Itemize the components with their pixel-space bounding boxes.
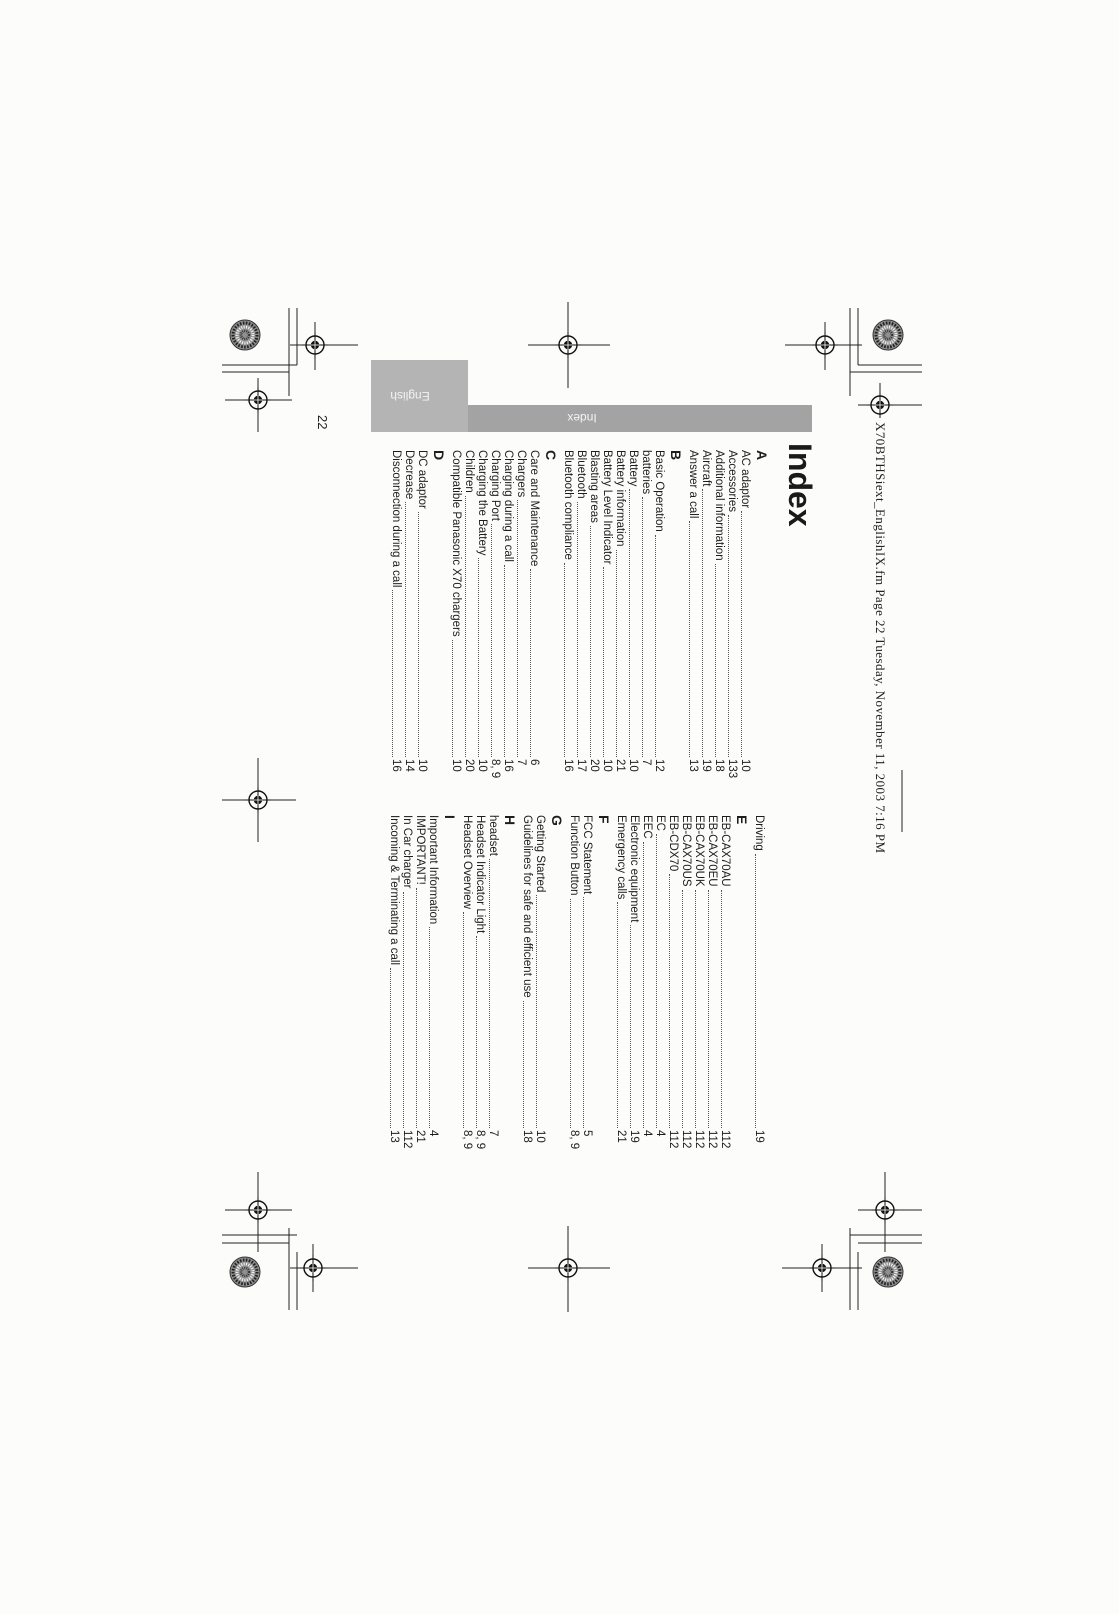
index-pages: 16: [562, 759, 574, 772]
crosshair-target-icon: [302, 332, 328, 358]
index-pages: 18: [713, 759, 725, 772]
index-pages: 112: [680, 1130, 692, 1149]
leader-dots: [504, 565, 514, 757]
crosshair-target-icon: [555, 332, 581, 358]
index-term: AC adaptor: [739, 450, 751, 509]
index-entry: [389, 450, 402, 797]
leader-dots: [695, 890, 705, 1128]
index-pages: 10: [627, 759, 639, 772]
leader-dots: [643, 842, 653, 1128]
index-pages: 8, 9: [568, 1130, 580, 1150]
index-term: Compatible Panasonic X70 chargers: [450, 450, 462, 637]
leader-dots: [715, 564, 725, 757]
leader-dots: [489, 859, 499, 1128]
index-pages: 10: [476, 759, 488, 772]
index-pages: 7: [487, 1130, 499, 1137]
leader-dots: [564, 563, 574, 757]
index-entry: [486, 815, 499, 1165]
index-term: Important Information: [427, 815, 439, 925]
index-term: Basic Operation: [653, 450, 665, 532]
index-entry: [462, 450, 475, 797]
index-entry: [426, 815, 439, 1165]
index-term: Additional information: [713, 450, 725, 561]
star-target-icon: [873, 320, 903, 350]
index-pages: 133: [726, 759, 738, 779]
index-entry: [449, 450, 462, 797]
index-term: EC: [654, 815, 666, 831]
leader-dots: [416, 888, 426, 1128]
index-entry: [561, 450, 574, 797]
index-entry: [653, 815, 666, 1165]
index-entry: [574, 450, 587, 797]
index-pages: 20: [588, 759, 600, 772]
leader-dots: [476, 936, 486, 1128]
index-term: headset: [487, 815, 499, 856]
index-pages: 21: [414, 1130, 426, 1143]
index-term: In Car charger: [401, 815, 413, 889]
leader-dots: [536, 895, 546, 1128]
index-term: Getting Started: [534, 815, 546, 893]
index-page: [300, 415, 900, 1175]
index-term: FCC Statement: [581, 815, 593, 895]
index-entry: [475, 450, 488, 797]
index-entry: [652, 450, 665, 797]
index-pages: 10: [450, 759, 462, 772]
index-pages: 4: [641, 1130, 653, 1137]
crosshair-target-icon: [809, 1255, 835, 1281]
index-term: Electronic equipment: [628, 815, 640, 923]
index-pages: 8, 9: [474, 1130, 486, 1150]
index-pages: 8, 9: [461, 1130, 473, 1150]
leader-dots: [523, 1001, 533, 1128]
index-letter-heading: B: [668, 450, 684, 461]
leader-dots: [405, 502, 415, 757]
index-term: EB-CAX70EU: [706, 815, 718, 887]
index-pages: 10: [416, 759, 428, 772]
index-entry: [387, 815, 400, 1165]
index-pages: 112: [667, 1130, 679, 1149]
index-entry: [488, 450, 501, 797]
index-term: Blasting areas: [588, 450, 600, 523]
index-term: EB-CAX70UK: [693, 815, 705, 887]
section-tab-label: Index: [567, 411, 597, 425]
leader-dots: [390, 968, 400, 1128]
index-pages: 19: [753, 1130, 765, 1143]
index-term: Care and Maintenance: [528, 450, 540, 567]
index-term: Charging the Battery: [476, 450, 488, 556]
index-term: Decrease: [403, 450, 415, 500]
index-pages: 112: [706, 1130, 718, 1149]
leader-dots: [530, 569, 540, 757]
index-entry: [514, 450, 527, 797]
index-entry: [699, 450, 712, 797]
index-entry: [712, 450, 725, 797]
index-pages: 8, 9: [489, 759, 501, 779]
index-letter-heading: D: [431, 450, 447, 461]
index-term: Bluetooth compliance: [562, 450, 574, 560]
star-target-icon: [873, 1257, 903, 1287]
index-letter-heading: E: [734, 815, 750, 825]
crosshair-target-icon: [245, 1197, 271, 1223]
index-entry: [580, 815, 593, 1165]
language-tab-label: English: [390, 389, 430, 403]
page-number: 22: [315, 415, 330, 430]
index-pages: 5: [581, 1130, 593, 1137]
index-entry: [473, 815, 486, 1165]
index-pages: 7: [515, 759, 527, 766]
index-entry: [718, 815, 731, 1165]
leader-dots: [755, 854, 765, 1128]
index-pages: 19: [700, 759, 712, 772]
index-entry: [614, 815, 627, 1165]
index-letter-heading: C: [543, 450, 559, 461]
index-letter-heading: F: [596, 815, 612, 824]
leader-dots: [465, 496, 475, 757]
index-pages: 21: [615, 1130, 627, 1143]
index-term: EB-CAX70US: [680, 815, 692, 887]
index-entry: [501, 450, 514, 797]
index-pages: 19: [628, 1130, 640, 1143]
index-term: Chargers: [515, 450, 527, 498]
index-term: Function Button: [568, 815, 580, 896]
leader-dots: [630, 925, 640, 1128]
index-term: Emergency calls: [615, 815, 627, 900]
star-target-icon: [230, 1257, 260, 1287]
index-term: Answer a call: [687, 450, 699, 519]
leader-dots: [583, 897, 593, 1128]
index-entry: [600, 450, 613, 797]
index-entry: [567, 815, 580, 1165]
index-column-left: [389, 450, 772, 797]
index-entry: [413, 815, 426, 1165]
index-term: Accessories: [726, 450, 738, 512]
leader-dots: [429, 927, 439, 1128]
leader-dots: [491, 524, 501, 757]
leader-dots: [570, 899, 580, 1128]
crosshair-target-icon: [812, 332, 838, 358]
index-pages: 112: [719, 1130, 731, 1149]
index-pages: 18: [521, 1130, 533, 1143]
index-term: Incoming & Terminating a call: [388, 815, 400, 965]
index-pages: 112: [693, 1130, 705, 1149]
index-entry: [415, 450, 428, 797]
index-entry: [705, 815, 718, 1165]
leader-dots: [452, 640, 462, 757]
index-term: Bluetooth: [575, 450, 587, 499]
leader-dots: [656, 834, 666, 1128]
index-pages: 16: [502, 759, 514, 772]
crosshair-target-icon: [245, 787, 271, 813]
leader-dots: [721, 890, 731, 1128]
index-entry: [640, 815, 653, 1165]
index-pages: 16: [390, 759, 402, 772]
index-term: IMPORTANT!: [414, 815, 426, 885]
index-letter-heading: A: [754, 450, 770, 461]
index-letter-heading: H: [502, 815, 518, 826]
index-term: Battery Level Indicator: [601, 450, 613, 565]
crosshair-target-icon: [245, 387, 271, 413]
crosshair-target-icon: [300, 1255, 326, 1281]
index-term: Battery: [627, 450, 639, 487]
index-term: Disconnection during a call: [390, 450, 402, 588]
crosshair-target-icon: [872, 1197, 898, 1223]
index-term: EB-CDX70: [667, 815, 679, 872]
leader-dots: [669, 874, 679, 1128]
index-entry: [613, 450, 626, 797]
index-entry: [752, 815, 765, 1165]
crosshair-target-icon: [555, 1255, 581, 1281]
index-pages: 14: [403, 759, 415, 772]
index-term: Battery information: [614, 450, 626, 547]
index-term: Children: [463, 450, 475, 493]
leader-dots: [478, 558, 488, 757]
index-pages: 4: [427, 1130, 439, 1137]
index-pages: 7: [640, 759, 652, 766]
index-pages: 17: [575, 759, 587, 772]
leader-dots: [642, 497, 652, 757]
index-term: Driving: [753, 815, 765, 851]
leader-dots: [392, 590, 402, 757]
file-slug: X70BTHSiext_EnglishIX.fm Page 22 Tuesday, November 11, 2003 7:16 PM: [873, 422, 888, 854]
index-term: EEC: [641, 815, 653, 839]
leader-dots: [616, 550, 626, 757]
leader-dots: [682, 890, 692, 1128]
index-entry: [738, 450, 751, 797]
index-term: DC adaptor: [416, 450, 428, 509]
index-pages: 4: [654, 1130, 666, 1137]
index-pages: 10: [534, 1130, 546, 1143]
star-target-icon: [230, 320, 260, 350]
index-pages: 6: [528, 759, 540, 766]
index-pages: 10: [739, 759, 751, 772]
index-letter-heading: G: [549, 815, 565, 826]
index-entry: [527, 450, 540, 797]
leader-dots: [403, 892, 413, 1128]
index-term: Headset Indicator Light: [474, 815, 486, 934]
page-title: Index: [782, 443, 818, 527]
index-pages: 13: [687, 759, 699, 772]
leader-dots: [655, 535, 665, 757]
leader-dots: [463, 912, 473, 1128]
index-pages: 21: [614, 759, 626, 772]
index-term: Charging Port: [489, 450, 501, 521]
index-entry: [692, 815, 705, 1165]
index-entry: [460, 815, 473, 1165]
index-entry: [627, 815, 640, 1165]
index-column-right: [387, 815, 765, 1165]
index-term: Aircraft: [700, 450, 712, 487]
index-entry: [402, 450, 415, 797]
index-entry: [587, 450, 600, 797]
index-letter-heading: I: [442, 815, 458, 819]
index-pages: 112: [401, 1130, 413, 1149]
index-term: Headset Overview: [461, 815, 473, 909]
index-term: batteries: [640, 450, 652, 495]
leader-dots: [590, 526, 600, 757]
index-entry: [686, 450, 699, 797]
index-term: EB-CAX70AU: [719, 815, 731, 887]
leader-dots: [418, 512, 428, 757]
index-entry: [533, 815, 546, 1165]
leader-dots: [577, 502, 587, 757]
leader-dots: [728, 515, 738, 757]
leader-dots: [629, 489, 639, 757]
index-pages: 12: [653, 759, 665, 772]
index-term: Charging during a call: [502, 450, 514, 562]
index-entry: [400, 815, 413, 1165]
leader-dots: [517, 500, 527, 757]
leader-dots: [603, 567, 613, 757]
leader-dots: [708, 890, 718, 1128]
index-entry: [520, 815, 533, 1165]
leader-dots: [689, 521, 699, 757]
leader-dots: [741, 511, 751, 757]
leader-dots: [617, 902, 627, 1128]
leader-dots: [702, 489, 712, 757]
index-pages: 20: [463, 759, 475, 772]
index-entry: [725, 450, 738, 797]
index-entry: [679, 815, 692, 1165]
index-entry: [666, 815, 679, 1165]
index-entry: [626, 450, 639, 797]
index-pages: 13: [388, 1130, 400, 1143]
index-term: Guidelines for safe and efficient use: [521, 815, 533, 998]
index-pages: 10: [601, 759, 613, 772]
index-entry: [639, 450, 652, 797]
